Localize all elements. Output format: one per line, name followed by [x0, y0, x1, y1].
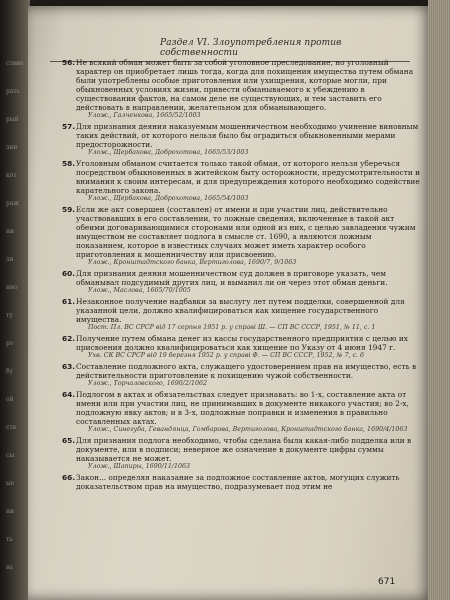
entry-citation: Улож., Торчаловского, 1690/2/1062 [88, 380, 208, 387]
left-page-fragment: рать [6, 88, 21, 95]
left-page-fragment: ть [6, 536, 13, 543]
entry-item [62, 58, 422, 120]
left-page-fragment: сы [6, 452, 15, 459]
entry-item [62, 159, 422, 203]
entry-text: Закон... определяя наказание за подложное составление актов, могущих служить доказательством прав на имущество, подразумевает под этим не [76, 473, 400, 491]
left-page-fragment: ств [6, 424, 17, 431]
entry-text: Для признания деяния наказуемым мошенничеством необходимо учинение виновным таких действий, от которого нельзя было бы оградиться обыкновенными мерами предосторожности. [76, 122, 419, 149]
left-page-fragment: ни [6, 228, 14, 235]
entry-body [76, 269, 422, 295]
left-page-fragment: эни [6, 144, 18, 151]
entry-text: Если же акт совершен (составлен) от имени и при участии лиц, действительно участвовавших в его составлении, то ложные сведения, включенные в такой акт обеими договаривающимися сторонами или одной из них, с целью завладения чужим имуществом не составляет подлога в смысле ст. 1690, а являются ложным показанием, которое в известных случаях может иметь характер особого приготовления к мошенничеству или присвоению. [76, 205, 416, 259]
entry-text: Получение путем обмана денег из кассы государственного предприятия с целью их присвоения должно квалифицироваться как хищение по Указу от 4 июня 1947 г. [76, 334, 408, 352]
entry-body [76, 159, 422, 203]
entry-body [76, 297, 422, 332]
entry-text: Не всякий обман может быть за собой уголовное преследование, но уголовный характер он приобретает лишь тогда, когда для похищения имущества путем обмана были употреблены особые приготовления или ухищрения, которые могли, при обыкновенных условиях жизни, привести обманываемого к убеждению в существовании фактов, на самом деле не существующих, и тем заставить его действовать в направлении, желательном для обманывающего. [76, 58, 414, 112]
entry-citation: Ухв. СК ВС СРСР від 19 березня 1952 р. у справі Ф. — СП ВС СССР, 1952, № 7, с. 6 [88, 352, 365, 359]
entry-item [62, 297, 422, 332]
entry-item [62, 334, 422, 360]
entry-number: 62. [62, 334, 76, 343]
entry-item [62, 205, 422, 267]
left-page-fragment: кот [6, 172, 17, 179]
entry-item [62, 436, 422, 471]
left-page-fragment: рый [6, 116, 19, 123]
entry-citation: Улож., Щербакова, Доброхотова, 1665/54/1003 [88, 195, 249, 202]
entry-citation: Улож., Галченкова, 1665/52/1003 [88, 112, 201, 119]
entry-number: 59. [62, 205, 76, 214]
entry-body [76, 390, 422, 434]
entry-text: Для признания подлога необходимо, чтобы сделана была какая-либо подделка или в документе, или в подписи; неверное же означение в документе цифры суммы наказывается не может. [76, 436, 412, 463]
entry-item [62, 390, 422, 434]
page-number: 671 [378, 577, 396, 587]
left-page-fragment: нно [6, 284, 18, 291]
page-stack-edge [428, 0, 450, 600]
entry-citation: Улож., Шапиры, 1690/11/1063 [88, 463, 191, 470]
entry-item [62, 122, 422, 157]
entry-body [76, 473, 422, 491]
entry-citation: Улож., Маслова, 1665/70/1005 [88, 287, 191, 294]
left-page-fragment: ствие [6, 60, 24, 67]
left-page-fragment: нь [6, 564, 14, 571]
left-page-fragment: ые [6, 480, 15, 487]
entry-body [76, 436, 422, 471]
entry-number: 61. [62, 297, 76, 306]
entry-text: Подлогом в актах и обязательствах следует признавать: во 1-х, составление акта от имени или при участии лиц, не принимавших в документе никакого участия; во 2-х, подложную явку актов; и в 3-х, подложные поправки и изменения в правильно составленных актах. [76, 390, 409, 426]
entry-citation: Улож., Синегуба, Гевандянца, Гомбарова, Вертиголова, Кронштадтского банка, 1690/4/1063 [88, 426, 408, 433]
entry-body [76, 122, 422, 157]
header-title: Раздел VI. Злоупотребления против собственности [160, 38, 342, 58]
entry-citation: Улож., Щербакова, Доброхотова, 1665/53/1003 [88, 149, 249, 156]
entry-number: 63. [62, 362, 76, 371]
entry-text: Уголовным обманом считается только такой обман, от которого нельзя уберечься посредством обыкновенных в житейском быту осторожности, предусмотрительности и внимания к своим интересам, и для предупреждения которого необходимо содействие карательного закона. [76, 159, 421, 195]
left-page-fragment: ля [6, 256, 14, 263]
left-page-fragment: ро [6, 340, 14, 347]
entry-number: 64. [62, 390, 76, 399]
left-page-fragment: ту [6, 312, 13, 319]
entry-body [76, 362, 422, 388]
entry-number: 56. [62, 58, 76, 67]
entry-citation: Пост. Пл. ВС СРСР від 17 серпня 1951 р. у справі Ш. — СП ВС СССР, 1951, № 11, с. 1 [88, 324, 376, 331]
entry-body [76, 334, 422, 360]
entry-text: Для признания деяния мошенничеством суд должен в приговоре указать, чем обманывал подсудимый других лиц, и выманил ли он через этот обман деньги. [76, 269, 388, 287]
entry-text: Составление подложного акта, служащего удостоверением прав на имущество, есть в действительности приготовление к похищению чужой собственности. [76, 362, 417, 380]
entry-number: 65. [62, 436, 76, 445]
entry-item [62, 473, 422, 491]
book-page [28, 6, 432, 600]
entry-number: 66. [62, 473, 76, 482]
left-page-fragment: ни [6, 508, 14, 515]
entry-item [62, 269, 422, 295]
left-page-fragment: бу [6, 368, 14, 375]
entry-citation: Улож., Кронштадтского банка, Вертиголова, 1690/7, 9/1063 [88, 259, 297, 266]
entry-number: 60. [62, 269, 76, 278]
left-page-fragment: раж [6, 200, 19, 207]
entry-text: Незаконное получение надбавки за выслугу лет путем подделки, совершенной для указанной цели, должно квалифицироваться как хищение государственного имущества. [76, 297, 405, 324]
left-page-fragment: ой [6, 396, 14, 403]
entry-body [76, 205, 422, 267]
entry-number: 58. [62, 159, 76, 168]
entry-item [62, 362, 422, 388]
entry-number: 57. [62, 122, 76, 131]
left-page-edge [0, 0, 30, 600]
entries-list [62, 58, 422, 493]
entry-body [76, 58, 422, 120]
